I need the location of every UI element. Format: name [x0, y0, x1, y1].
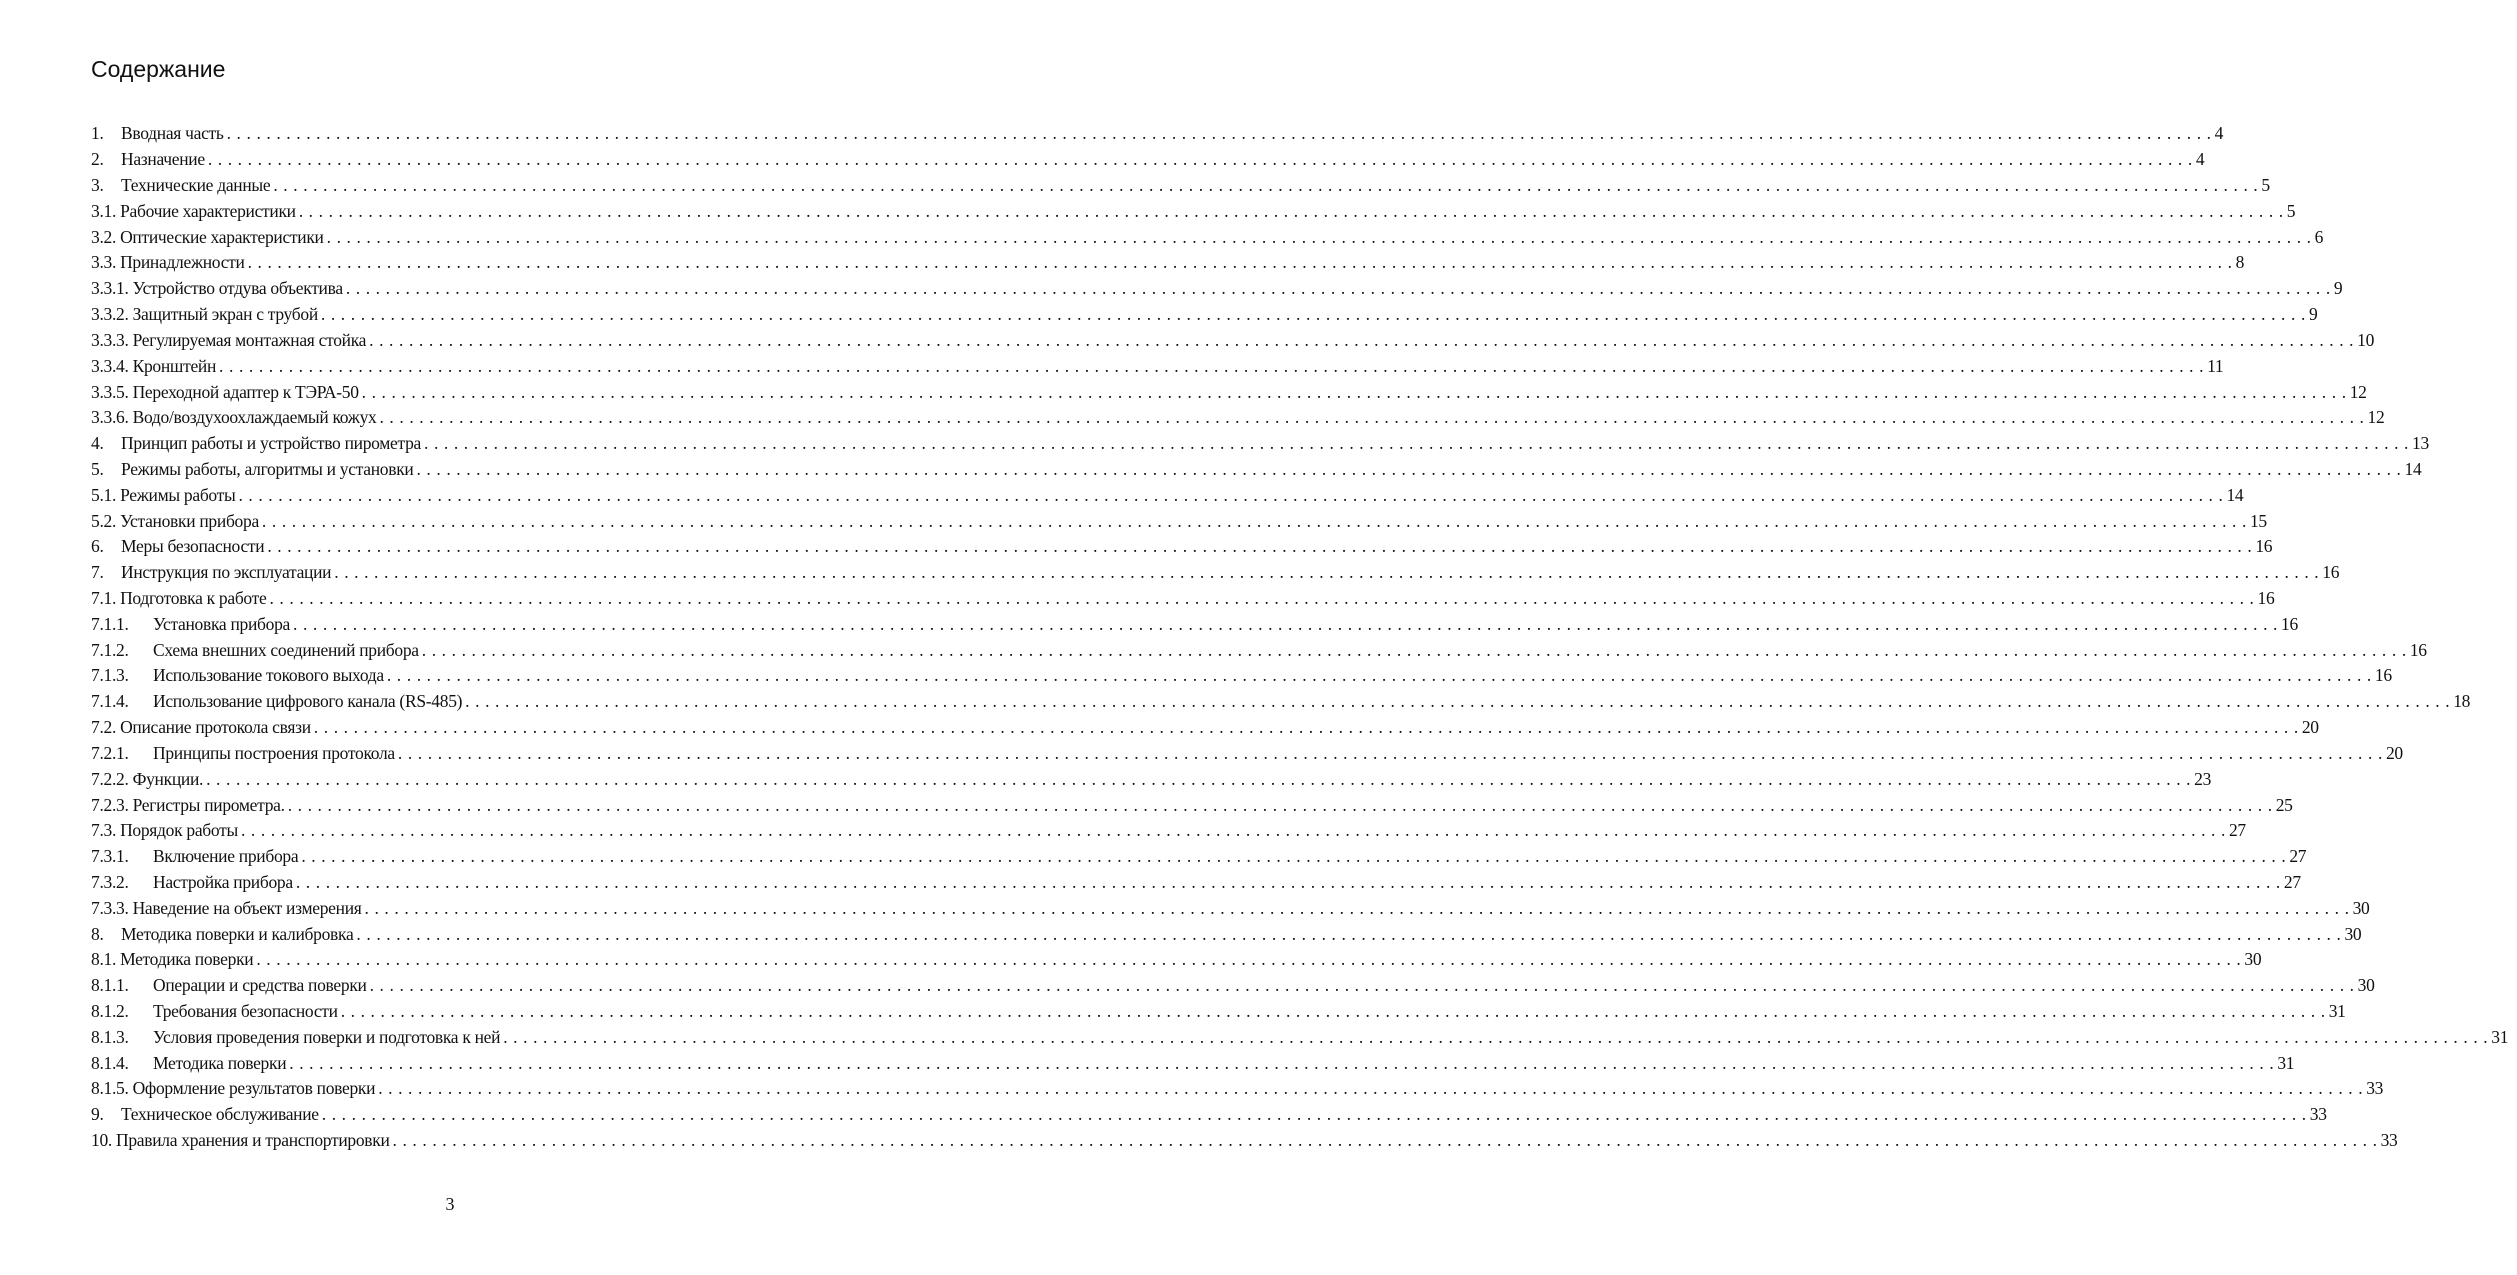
toc-entry-number: 7.1.3. — [91, 665, 129, 686]
toc-entry-title: Режимы работы, алгоритмы и установки — [121, 458, 414, 479]
toc-entry-page: 14 — [2404, 458, 2422, 479]
toc-entry-title: Технические данные — [121, 175, 271, 196]
toc-entry — [91, 895, 2370, 921]
toc-entry-number: 3.2. — [91, 226, 117, 247]
toc-entry-page: 31 — [2491, 1026, 2509, 1047]
toc-entry — [91, 198, 2296, 224]
dot-leader: . . . . . . . . . . . . . . . . . . . . . . . . . . . . . . . . . . . . . . . . . . . . . . . . . . . . . . . . . . . . . . . . . . . . . . . . . . . . . . . . . . . . . . . . . . . . . . . . . . . . . . . . . . . . . . . . . . . . . . . . . . . . . . . . . . . . . . . . . . . . . . . . . . . . . . . . . . . . . . . . . . . . . . . . . . . . . . . . . . . . . . . . . . . . . . . . . . . . . . . . — [267, 536, 2253, 557]
toc-entry — [91, 611, 2298, 637]
toc-entry-page: 14 — [2226, 484, 2244, 505]
dot-leader: . . . . . . . . . . . . . . . . . . . . . . . . . . . . . . . . . . . . . . . . . . . . . . . . . . . . . . . . . . . . . . . . . . . . . . . . . . . . . . . . . . . . . . . . . . . . . . . . . . . . . . . . . . . . . . . . . . . . . . . . . . . . . . . . . . . . . . . . . . . . . . . . . . . . . . . . . . . . . . . . . . . . . . . . . . . . . . . . . . . . . . . . . . . . . . . . . . . . . . . . — [369, 975, 2355, 996]
toc-entry-page: 27 — [2283, 871, 2301, 892]
dot-leader: . . . . . . . . . . . . . . . . . . . . . . . . . . . . . . . . . . . . . . . . . . . . . . . . . . . . . . . . . . . . . . . . . . . . . . . . . . . . . . . . . . . . . . . . . . . . . . . . . . . . . . . . . . . . . . . . . . . . . . . . . . . . . . . . . . . . . . . . . . . . . . . . . . . . . . . . . . . . . . . . . . . . . . . . . . . . . . . . . . . . . . . . . . . . . . . . . . . . . . . . — [397, 742, 2383, 763]
toc-entry — [91, 302, 2318, 328]
dot-leader: . . . . . . . . . . . . . . . . . . . . . . . . . . . . . . . . . . . . . . . . . . . . . . . . . . . . . . . . . . . . . . . . . . . . . . . . . . . . . . . . . . . . . . . . . . . . . . . . . . . . . . . . . . . . . . . . . . . . . . . . . . . . . . . . . . . . . . . . . . . . . . . . . . . . . . . . . . . . . . . . . . . . . . . . . . . . . . . . . . . . . . . . . . . . . . . . . . . . . . . . — [293, 613, 2279, 634]
dot-leader: . . . . . . . . . . . . . . . . . . . . . . . . . . . . . . . . . . . . . . . . . . . . . . . . . . . . . . . . . . . . . . . . . . . . . . . . . . . . . . . . . . . . . . . . . . . . . . . . . . . . . . . . . . . . . . . . . . . . . . . . . . . . . . . . . . . . . . . . . . . . . . . . . . . . . . . . . . . . . . . . . . . . . . . . . . . . . . . . . . . . . . . . . . . . . . . . . . . . . . . . — [289, 1052, 2275, 1073]
toc-entry-title: Требования безопасности — [153, 1001, 338, 1022]
toc-entry-number: 3.1. — [91, 200, 117, 221]
dot-leader: . . . . . . . . . . . . . . . . . . . . . . . . . . . . . . . . . . . . . . . . . . . . . . . . . . . . . . . . . . . . . . . . . . . . . . . . . . . . . . . . . . . . . . . . . . . . . . . . . . . . . . . . . . . . . . . . . . . . . . . . . . . . . . . . . . . . . . . . . . . . . . . . . . . . . . . . . . . . . . . . . . . . . . . . . . . . . . . . . . . . . . . . . . . . . . . . . . . . . . . . — [321, 1104, 2307, 1125]
toc-entry-number: 3.3.2. — [91, 304, 129, 325]
toc-entry — [91, 173, 2270, 199]
toc-entry-page: 16 — [2255, 536, 2273, 557]
toc-entry-page: 9 — [2308, 304, 2318, 325]
toc-entry-number: 9. — [91, 1104, 104, 1125]
toc-entry-title: Описание протокола связи — [120, 717, 311, 738]
dot-leader: . . . . . . . . . . . . . . . . . . . . . . . . . . . . . . . . . . . . . . . . . . . . . . . . . . . . . . . . . . . . . . . . . . . . . . . . . . . . . . . . . . . . . . . . . . . . . . . . . . . . . . . . . . . . . . . . . . . . . . . . . . . . . . . . . . . . . . . . . . . . . . . . . . . . . . . . . . . . . . . . . . . . . . . . . . . . . . . . . . . . . . . . . . . . . . . . . . . . . . . . — [219, 355, 2205, 376]
dot-leader: . . . . . . . . . . . . . . . . . . . . . . . . . . . . . . . . . . . . . . . . . . . . . . . . . . . . . . . . . . . . . . . . . . . . . . . . . . . . . . . . . . . . . . . . . . . . . . . . . . . . . . . . . . . . . . . . . . . . . . . . . . . . . . . . . . . . . . . . . . . . . . . . . . . . . . . . . . . . . . . . . . . . . . . . . . . . . . . . . . . . . . . . . . . . . . . . . . . . . . . . — [298, 200, 2284, 221]
toc-entry — [91, 1102, 2327, 1128]
toc-entry-number: 7. — [91, 562, 104, 583]
toc-entry-number: 7.1. — [91, 588, 117, 609]
dot-leader: . . . . . . . . . . . . . . . . . . . . . . . . . . . . . . . . . . . . . . . . . . . . . . . . . . . . . . . . . . . . . . . . . . . . . . . . . . . . . . . . . . . . . . . . . . . . . . . . . . . . . . . . . . . . . . . . . . . . . . . . . . . . . . . . . . . . . . . . . . . . . . . . . . . . . . . . . . . . . . . . . . . . . . . . . . . . . . . . . . . . . . . . . . . . . . . . . . . . . . . . — [361, 381, 2347, 402]
toc-entry-title: Установка прибора — [153, 613, 290, 634]
dot-leader: . . . . . . . . . . . . . . . . . . . . . . . . . . . . . . . . . . . . . . . . . . . . . . . . . . . . . . . . . . . . . . . . . . . . . . . . . . . . . . . . . . . . . . . . . . . . . . . . . . . . . . . . . . . . . . . . . . . . . . . . . . . . . . . . . . . . . . . . . . . . . . . . . . . . . . . . . . . . . . . . . . . . . . . . . . . . . . . . . . . . . . . . . . . . . . . . . . . . . . . . — [269, 588, 2255, 609]
page-number: 3 — [445, 1194, 455, 1214]
toc-entry-page: 31 — [2328, 1001, 2346, 1022]
toc-entry-page: 16 — [2281, 613, 2298, 634]
toc-entry — [91, 328, 2375, 354]
toc-entry-page: 30 — [2352, 897, 2370, 918]
toc-entry — [91, 921, 2362, 947]
dot-leader: . . . . . . . . . . . . . . . . . . . . . . . . . . . . . . . . . . . . . . . . . . . . . . . . . . . . . . . . . . . . . . . . . . . . . . . . . . . . . . . . . . . . . . . . . . . . . . . . . . . . . . . . . . . . . . . . . . . . . . . . . . . . . . . . . . . . . . . . . . . . . . . . . . . . . . . . . . . . . . . . . . . . . . . . . . . . . . . . . . . . . . . . . . . . . . . . . . . . . . . . — [295, 871, 2281, 892]
toc-entry — [91, 818, 2246, 844]
toc-entry-number: 3.3.4. — [91, 355, 129, 376]
toc-entry — [91, 1076, 2384, 1102]
toc-entry — [91, 586, 2275, 612]
dot-leader: . . . . . . . . . . . . . . . . . . . . . . . . . . . . . . . . . . . . . . . . . . . . . . . . . . . . . . . . . . . . . . . . . . . . . . . . . . . . . . . . . . . . . . . . . . . . . . . . . . . . . . . . . . . . . . . . . . . . . . . . . . . . . . . . . . . . . . . . . . . . . . . . . . . . . . . . . . . . . . . . . . . . . . . . . . . . . . . . . . . . . . . . . . . . . . . . . . . . . . . . — [421, 639, 2407, 660]
toc-entry-page: 25 — [2275, 794, 2293, 815]
toc-entry-number: 7.3.2. — [91, 871, 129, 892]
toc-entry — [91, 870, 2301, 896]
toc-entry-title: Оформление результатов поверки — [132, 1078, 376, 1099]
dot-leader: . . . . . . . . . . . . . . . . . . . . . . . . . . . . . . . . . . . . . . . . . . . . . . . . . . . . . . . . . . . . . . . . . . . . . . . . . . . . . . . . . . . . . . . . . . . . . . . . . . . . . . . . . . . . . . . . . . . . . . . . . . . . . . . . . . . . . . . . . . . . . . . . . . . . . . . . . . . . . . . . . . . . . . . . . . . . . . . . . . . . . . . . . . . . . . . . . . . . . . . . — [287, 794, 2273, 815]
toc-entry-number: 7.3. — [91, 820, 117, 841]
toc-entry-title: Регулируемая монтажная стойка — [132, 329, 367, 350]
dot-leader: . . . . . . . . . . . . . . . . . . . . . . . . . . . . . . . . . . . . . . . . . . . . . . . . . . . . . . . . . . . . . . . . . . . . . . . . . . . . . . . . . . . . . . . . . . . . . . . . . . . . . . . . . . . . . . . . . . . . . . . . . . . . . . . . . . . . . . . . . . . . . . . . . . . . . . . . . . . . . . . . . . . . . . . . . . . . . . . . . . . . . . . . . . . . . . . . . . . . . . . . — [379, 407, 2365, 428]
toc-entry-title: Настройка прибора — [153, 871, 293, 892]
toc-entry-page: 30 — [2344, 923, 2362, 944]
toc-entry-title: Назначение — [121, 149, 205, 170]
toc-entry — [91, 431, 2429, 457]
toc-entry-title: Переходной адаптер к ТЭРА-50 — [132, 381, 359, 402]
toc-entry-title: Подготовка к работе — [120, 588, 267, 609]
toc-entry-title: Защитный экран с трубой — [132, 304, 318, 325]
dot-leader: . . . . . . . . . . . . . . . . . . . . . . . . . . . . . . . . . . . . . . . . . . . . . . . . . . . . . . . . . . . . . . . . . . . . . . . . . . . . . . . . . . . . . . . . . . . . . . . . . . . . . . . . . . . . . . . . . . . . . . . . . . . . . . . . . . . . . . . . . . . . . . . . . . . . . . . . . . . . . . . . . . . . . . . . . . . . . . . . . . . . . . . . . . . . . . . . . . . . . . . . — [301, 846, 2287, 867]
toc-entry-number: 8.1.5. — [91, 1078, 129, 1099]
dot-leader: . . . . . . . . . . . . . . . . . . . . . . . . . . . . . . . . . . . . . . . . . . . . . . . . . . . . . . . . . . . . . . . . . . . . . . . . . . . . . . . . . . . . . . . . . . . . . . . . . . . . . . . . . . . . . . . . . . . . . . . . . . . . . . . . . . . . . . . . . . . . . . . . . . . . . . . . . . . . . . . . . . . . . . . . . . . . . . . . . . . . . . . . . . . . . . . . . . . . . . . . — [392, 1130, 2378, 1151]
toc-entry — [91, 1128, 2398, 1154]
toc-entry-page: 8 — [2235, 252, 2245, 273]
toc-entry-title: Использование цифрового канала (RS-485) — [153, 691, 463, 712]
toc-entry-number: 1. — [91, 123, 104, 144]
toc-entry-number: 5.1. — [91, 484, 117, 505]
toc-entry — [91, 353, 2224, 379]
toc-entry-number: 10. — [91, 1130, 112, 1151]
toc-entry-title: Устройство отдува объектива — [132, 278, 343, 299]
toc-entry — [91, 1050, 2295, 1076]
toc-entry-number: 3.3. — [91, 252, 117, 273]
toc-entry-number: 3. — [91, 175, 104, 196]
toc-entry-title: Техническое обслуживание — [121, 1104, 319, 1125]
toc-entry-title: Меры безопасности — [121, 536, 265, 557]
toc-entry-number: 8.1.4. — [91, 1052, 129, 1073]
toc-entry-number: 8. — [91, 923, 104, 944]
dot-leader: . . . . . . . . . . . . . . . . . . . . . . . . . . . . . . . . . . . . . . . . . . . . . . . . . . . . . . . . . . . . . . . . . . . . . . . . . . . . . . . . . . . . . . . . . . . . . . . . . . . . . . . . . . . . . . . . . . . . . . . . . . . . . . . . . . . . . . . . . . . . . . . . . . . . . . . . . . . . . . . . . . . . . . . . . . . . . . . . . . . . . . . . . . . . . . . . . . . . . . . . — [378, 1078, 2364, 1099]
toc-entry — [91, 766, 2212, 792]
toc-entry-title: Методика поверки — [120, 949, 254, 970]
toc-entry — [91, 663, 2392, 689]
toc-entry-page: 9 — [2333, 278, 2343, 299]
toc-entry-page: 5 — [2286, 200, 2296, 221]
toc-entry-title: Включение прибора — [153, 846, 299, 867]
toc-entry-page: 23 — [2194, 768, 2212, 789]
toc-entry-title: Рабочие характеристики — [120, 200, 296, 221]
toc-entry-number: 7.2. — [91, 717, 117, 738]
dot-leader: . . . . . . . . . . . . . . . . . . . . . . . . . . . . . . . . . . . . . . . . . . . . . . . . . . . . . . . . . . . . . . . . . . . . . . . . . . . . . . . . . . . . . . . . . . . . . . . . . . . . . . . . . . . . . . . . . . . . . . . . . . . . . . . . . . . . . . . . . . . . . . . . . . . . . . . . . . . . . . . . . . . . . . . . . . . . . . . . . . . . . . . . . . . . . . . . . . . . . . . . — [334, 562, 2320, 583]
toc-entry — [91, 741, 2403, 767]
dot-leader: . . . . . . . . . . . . . . . . . . . . . . . . . . . . . . . . . . . . . . . . . . . . . . . . . . . . . . . . . . . . . . . . . . . . . . . . . . . . . . . . . . . . . . . . . . . . . . . . . . . . . . . . . . . . . . . . . . . . . . . . . . . . . . . . . . . . . . . . . . . . . . . . . . . . . . . . . . . . . . . . . . . . . . . . . . . . . . . . . . . . . . . . . . . . . . . . . . . . . . . . — [256, 949, 2242, 970]
toc-entry-number: 8.1.3. — [91, 1026, 129, 1047]
dot-leader: . . . . . . . . . . . . . . . . . . . . . . . . . . . . . . . . . . . . . . . . . . . . . . . . . . . . . . . . . . . . . . . . . . . . . . . . . . . . . . . . . . . . . . . . . . . . . . . . . . . . . . . . . . . . . . . . . . . . . . . . . . . . . . . . . . . . . . . . . . . . . . . . . . . . . . . . . . . . . . . . . . . . . . . . . . . . . . . . . . . . . . . . . . . . . . . . . . . . . . . . — [386, 665, 2372, 686]
toc-entry — [91, 457, 2422, 483]
toc-entry-page: 16 — [2409, 639, 2427, 660]
dot-leader: . . . . . . . . . . . . . . . . . . . . . . . . . . . . . . . . . . . . . . . . . . . . . . . . . . . . . . . . . . . . . . . . . . . . . . . . . . . . . . . . . . . . . . . . . . . . . . . . . . . . . . . . . . . . . . . . . . . . . . . . . . . . . . . . . . . . . . . . . . . . . . . . . . . . . . . . . . . . . . . . . . . . . . . . . . . . . . . . . . . . . . . . . . . . . . . . . . . . . . . . — [340, 1001, 2326, 1022]
dot-leader: . . . . . . . . . . . . . . . . . . . . . . . . . . . . . . . . . . . . . . . . . . . . . . . . . . . . . . . . . . . . . . . . . . . . . . . . . . . . . . . . . . . . . . . . . . . . . . . . . . . . . . . . . . . . . . . . . . . . . . . . . . . . . . . . . . . . . . . . . . . . . . . . . . . . . . . . . . . . . . . . . . . . . . . . . . . . . . . . . . . . . . . . . . . . . . . . . . . . . . . . — [416, 458, 2402, 479]
toc-entry-number: 3.3.5. — [91, 381, 129, 402]
toc-entry-title: Инструкция по эксплуатации — [121, 562, 332, 583]
toc-entry-page: 20 — [2385, 742, 2403, 763]
toc-entry-number: 7.1.1. — [91, 613, 129, 634]
toc-entry — [91, 560, 2340, 586]
toc-entry-page: 11 — [2207, 355, 2224, 376]
toc-entry-number: 3.3.1. — [91, 278, 129, 299]
dot-leader: . . . . . . . . . . . . . . . . . . . . . . . . . . . . . . . . . . . . . . . . . . . . . . . . . . . . . . . . . . . . . . . . . . . . . . . . . . . . . . . . . . . . . . . . . . . . . . . . . . . . . . . . . . . . . . . . . . . . . . . . . . . . . . . . . . . . . . . . . . . . . . . . . . . . . . . . . . . . . . . . . . . . . . . . . . . . . . . . . . . . . . . . . . . . . . . . . . . . . . . . — [273, 175, 2259, 196]
toc-entry-title: Функции. — [132, 768, 204, 789]
toc-heading: Содержание — [91, 56, 226, 82]
toc-entry-page: 30 — [2357, 975, 2375, 996]
toc-entry-page: 13 — [2412, 433, 2429, 454]
toc-entry-page: 27 — [2228, 820, 2246, 841]
toc-entry-page: 33 — [2380, 1130, 2398, 1151]
toc-entry-number: 2. — [91, 149, 104, 170]
toc-entry-title: Методика поверки — [153, 1052, 287, 1073]
toc-entry — [91, 121, 2224, 147]
toc-entry-title: Операции и средства поверки — [153, 975, 367, 996]
dot-leader: . . . . . . . . . . . . . . . . . . . . . . . . . . . . . . . . . . . . . . . . . . . . . . . . . . . . . . . . . . . . . . . . . . . . . . . . . . . . . . . . . . . . . . . . . . . . . . . . . . . . . . . . . . . . . . . . . . . . . . . . . . . . . . . . . . . . . . . . . . . . . . . . . . . . . . . . . . . . . . . . . . . . . . . . . . . . . . . . . . . . . . . . . . . . . . . . . . . . . . . . — [238, 484, 2224, 505]
toc-entry-title: Оптические характеристики — [120, 226, 324, 247]
toc-entry-number: 7.1.2. — [91, 639, 129, 660]
toc-entry — [91, 637, 2427, 663]
toc-entry-page: 18 — [2453, 691, 2471, 712]
toc-entry-number: 7.1.4. — [91, 691, 129, 712]
toc-entry-number: 5.2. — [91, 510, 117, 531]
toc-entry — [91, 405, 2385, 431]
toc-entry-title: Установки прибора — [120, 510, 259, 531]
toc-entry-title: Вводная часть — [121, 123, 224, 144]
toc-entry-page: 4 — [2214, 123, 2224, 144]
toc-entry-page: 6 — [2314, 226, 2324, 247]
toc-entry-title: Кронштейн — [132, 355, 217, 376]
toc-entry-title: Наведение на объект измерения — [132, 897, 362, 918]
toc-entry-page: 12 — [2367, 407, 2385, 428]
toc-entry — [91, 1024, 2509, 1050]
toc-entry-page: 16 — [2374, 665, 2392, 686]
table-of-contents — [91, 121, 2509, 1154]
toc-entry — [91, 276, 2343, 302]
dot-leader: . . . . . . . . . . . . . . . . . . . . . . . . . . . . . . . . . . . . . . . . . . . . . . . . . . . . . . . . . . . . . . . . . . . . . . . . . . . . . . . . . . . . . . . . . . . . . . . . . . . . . . . . . . . . . . . . . . . . . . . . . . . . . . . . . . . . . . . . . . . . . . . . . . . . . . . . . . . . . . . . . . . . . . . . . . . . . . . . . . . . . . . . . . . . . . . . . . . . . . . . — [226, 123, 2212, 144]
toc-entry-number: 5. — [91, 458, 104, 479]
toc-entry-title: Принципы построения протокола — [153, 742, 395, 763]
toc-entry-title: Водо/воздухоохлаждаемый кожух — [132, 407, 377, 428]
toc-entry-title: Принцип работы и устройство пирометра — [121, 433, 421, 454]
toc-entry-title: Правила хранения и транспортировки — [115, 1130, 390, 1151]
toc-entry-page: 33 — [2366, 1078, 2384, 1099]
toc-entry-number: 8.1. — [91, 949, 117, 970]
dot-leader: . . . . . . . . . . . . . . . . . . . . . . . . . . . . . . . . . . . . . . . . . . . . . . . . . . . . . . . . . . . . . . . . . . . . . . . . . . . . . . . . . . . . . . . . . . . . . . . . . . . . . . . . . . . . . . . . . . . . . . . . . . . . . . . . . . . . . . . . . . . . . . . . . . . . . . . . . . . . . . . . . . . . . . . . . . . . . . . . . . . . . . . . . . . . . . . . . . . . . . . . — [326, 226, 2312, 247]
toc-entry-number: 7.2.3. — [91, 794, 129, 815]
toc-entry-page: 33 — [2309, 1104, 2327, 1125]
toc-entry-title: Принадлежности — [120, 252, 245, 273]
toc-entry — [91, 715, 2319, 741]
toc-entry-number: 8.1.1. — [91, 975, 129, 996]
dot-leader: . . . . . . . . . . . . . . . . . . . . . . . . . . . . . . . . . . . . . . . . . . . . . . . . . . . . . . . . . . . . . . . . . . . . . . . . . . . . . . . . . . . . . . . . . . . . . . . . . . . . . . . . . . . . . . . . . . . . . . . . . . . . . . . . . . . . . . . . . . . . . . . . . . . . . . . . . . . . . . . . . . . . . . . . . . . . . . . . . . . . . . . . . . . . . . . . . . . . . . . . — [261, 510, 2247, 531]
toc-entry — [91, 844, 2307, 870]
toc-entry-page: 4 — [2195, 149, 2205, 170]
dot-leader: . . . . . . . . . . . . . . . . . . . . . . . . . . . . . . . . . . . . . . . . . . . . . . . . . . . . . . . . . . . . . . . . . . . . . . . . . . . . . . . . . . . . . . . . . . . . . . . . . . . . . . . . . . . . . . . . . . . . . . . . . . . . . . . . . . . . . . . . . . . . . . . . . . . . . . . . . . . . . . . . . . . . . . . . . . . . . . . . . . . . . . . . . . . . . . . . . . . . . . . . — [364, 897, 2350, 918]
toc-entry — [91, 224, 2324, 250]
toc-entry-number: 7.2.1. — [91, 742, 129, 763]
toc-entry — [91, 508, 2267, 534]
toc-entry-title: Методика поверки и калибровка — [121, 923, 354, 944]
dot-leader: . . . . . . . . . . . . . . . . . . . . . . . . . . . . . . . . . . . . . . . . . . . . . . . . . . . . . . . . . . . . . . . . . . . . . . . . . . . . . . . . . . . . . . . . . . . . . . . . . . . . . . . . . . . . . . . . . . . . . . . . . . . . . . . . . . . . . . . . . . . . . . . . . . . . . . . . . . . . . . . . . . . . . . . . . . . . . . . . . . . . . . . . . . . . . . . . . . . . . . . . — [247, 252, 2233, 273]
toc-entry — [91, 999, 2346, 1025]
toc-entry — [91, 250, 2245, 276]
dot-leader: . . . . . . . . . . . . . . . . . . . . . . . . . . . . . . . . . . . . . . . . . . . . . . . . . . . . . . . . . . . . . . . . . . . . . . . . . . . . . . . . . . . . . . . . . . . . . . . . . . . . . . . . . . . . . . . . . . . . . . . . . . . . . . . . . . . . . . . . . . . . . . . . . . . . . . . . . . . . . . . . . . . . . . . . . . . . . . . . . . . . . . . . . . . . . . . . . . . . . . . . — [313, 717, 2299, 738]
toc-entry-title: Схема внешних соединений прибора — [153, 639, 419, 660]
toc-entry-page: 31 — [2277, 1052, 2295, 1073]
dot-leader: . . . . . . . . . . . . . . . . . . . . . . . . . . . . . . . . . . . . . . . . . . . . . . . . . . . . . . . . . . . . . . . . . . . . . . . . . . . . . . . . . . . . . . . . . . . . . . . . . . . . . . . . . . . . . . . . . . . . . . . . . . . . . . . . . . . . . . . . . . . . . . . . . . . . . . . . . . . . . . . . . . . . . . . . . . . . . . . . . . . . . . . . . . . . . . . . . . . . . . . . — [320, 304, 2306, 325]
dot-leader: . . . . . . . . . . . . . . . . . . . . . . . . . . . . . . . . . . . . . . . . . . . . . . . . . . . . . . . . . . . . . . . . . . . . . . . . . . . . . . . . . . . . . . . . . . . . . . . . . . . . . . . . . . . . . . . . . . . . . . . . . . . . . . . . . . . . . . . . . . . . . . . . . . . . . . . . . . . . . . . . . . . . . . . . . . . . . . . . . . . . . . . . . . . . . . . . . . . . . . . . — [356, 923, 2342, 944]
toc-entry-page: 30 — [2244, 949, 2262, 970]
toc-entry-title: Использование токового выхода — [153, 665, 384, 686]
toc-entry-page: 27 — [2289, 846, 2307, 867]
toc-entry-number: 7.3.1. — [91, 846, 129, 867]
dot-leader: . . . . . . . . . . . . . . . . . . . . . . . . . . . . . . . . . . . . . . . . . . . . . . . . . . . . . . . . . . . . . . . . . . . . . . . . . . . . . . . . . . . . . . . . . . . . . . . . . . . . . . . . . . . . . . . . . . . . . . . . . . . . . . . . . . . . . . . . . . . . . . . . . . . . . . . . . . . . . . . . . . . . . . . . . . . . . . . . . . . . . . . . . . . . . . . . . . . . . . . . — [206, 768, 2192, 789]
toc-entry — [91, 147, 2205, 173]
dot-leader: . . . . . . . . . . . . . . . . . . . . . . . . . . . . . . . . . . . . . . . . . . . . . . . . . . . . . . . . . . . . . . . . . . . . . . . . . . . . . . . . . . . . . . . . . . . . . . . . . . . . . . . . . . . . . . . . . . . . . . . . . . . . . . . . . . . . . . . . . . . . . . . . . . . . . . . . . . . . . . . . . . . . . . . . . . . . . . . . . . . . . . . . . . . . . . . . . . . . . . . . — [503, 1026, 2489, 1047]
toc-entry-page: 15 — [2249, 510, 2267, 531]
toc-entry-page: 20 — [2301, 717, 2319, 738]
toc-entry — [91, 973, 2375, 999]
dot-leader: . . . . . . . . . . . . . . . . . . . . . . . . . . . . . . . . . . . . . . . . . . . . . . . . . . . . . . . . . . . . . . . . . . . . . . . . . . . . . . . . . . . . . . . . . . . . . . . . . . . . . . . . . . . . . . . . . . . . . . . . . . . . . . . . . . . . . . . . . . . . . . . . . . . . . . . . . . . . . . . . . . . . . . . . . . . . . . . . . . . . . . . . . . . . . . . . . . . . . . . . — [424, 433, 2410, 454]
toc-entry-page: 5 — [2261, 175, 2270, 196]
dot-leader: . . . . . . . . . . . . . . . . . . . . . . . . . . . . . . . . . . . . . . . . . . . . . . . . . . . . . . . . . . . . . . . . . . . . . . . . . . . . . . . . . . . . . . . . . . . . . . . . . . . . . . . . . . . . . . . . . . . . . . . . . . . . . . . . . . . . . . . . . . . . . . . . . . . . . . . . . . . . . . . . . . . . . . . . . . . . . . . . . . . . . . . . . . . . . . . . . . . . . . . . — [465, 691, 2451, 712]
dot-leader: . . . . . . . . . . . . . . . . . . . . . . . . . . . . . . . . . . . . . . . . . . . . . . . . . . . . . . . . . . . . . . . . . . . . . . . . . . . . . . . . . . . . . . . . . . . . . . . . . . . . . . . . . . . . . . . . . . . . . . . . . . . . . . . . . . . . . . . . . . . . . . . . . . . . . . . . . . . . . . . . . . . . . . . . . . . . . . . . . . . . . . . . . . . . . . . . . . . . . . . . — [207, 149, 2193, 170]
toc-entry-number: 4. — [91, 433, 104, 454]
dot-leader: . . . . . . . . . . . . . . . . . . . . . . . . . . . . . . . . . . . . . . . . . . . . . . . . . . . . . . . . . . . . . . . . . . . . . . . . . . . . . . . . . . . . . . . . . . . . . . . . . . . . . . . . . . . . . . . . . . . . . . . . . . . . . . . . . . . . . . . . . . . . . . . . . . . . . . . . . . . . . . . . . . . . . . . . . . . . . . . . . . . . . . . . . . . . . . . . . . . . . . . . — [345, 278, 2331, 299]
toc-entry-title: Регистры пирометра. — [132, 794, 285, 815]
toc-entry-title: Условия проведения поверки и подготовка к ней — [153, 1026, 501, 1047]
toc-entry-page: 16 — [2322, 562, 2340, 583]
toc-entry-number: 6. — [91, 536, 104, 557]
toc-entry-title: Порядок работы — [120, 820, 238, 841]
toc-entry-page: 10 — [2357, 329, 2375, 350]
dot-leader: . . . . . . . . . . . . . . . . . . . . . . . . . . . . . . . . . . . . . . . . . . . . . . . . . . . . . . . . . . . . . . . . . . . . . . . . . . . . . . . . . . . . . . . . . . . . . . . . . . . . . . . . . . . . . . . . . . . . . . . . . . . . . . . . . . . . . . . . . . . . . . . . . . . . . . . . . . . . . . . . . . . . . . . . . . . . . . . . . . . . . . . . . . . . . . . . . . . . . . . . — [240, 820, 2226, 841]
toc-entry — [91, 689, 2471, 715]
toc-entry — [91, 947, 2262, 973]
toc-entry — [91, 379, 2367, 405]
toc-entry — [91, 792, 2293, 818]
dot-leader: . . . . . . . . . . . . . . . . . . . . . . . . . . . . . . . . . . . . . . . . . . . . . . . . . . . . . . . . . . . . . . . . . . . . . . . . . . . . . . . . . . . . . . . . . . . . . . . . . . . . . . . . . . . . . . . . . . . . . . . . . . . . . . . . . . . . . . . . . . . . . . . . . . . . . . . . . . . . . . . . . . . . . . . . . . . . . . . . . . . . . . . . . . . . . . . . . . . . . . . . — [369, 329, 2355, 350]
toc-entry-number: 7.3.3. — [91, 897, 129, 918]
toc-entry — [91, 534, 2273, 560]
toc-entry-page: 12 — [2349, 381, 2367, 402]
toc-entry-title: Режимы работы — [120, 484, 236, 505]
toc-entry-number: 3.3.3. — [91, 329, 129, 350]
toc-entry-number: 3.3.6. — [91, 407, 129, 428]
toc-entry-number: 8.1.2. — [91, 1001, 129, 1022]
toc-entry-page: 16 — [2257, 588, 2275, 609]
toc-entry-number: 7.2.2. — [91, 768, 129, 789]
toc-entry — [91, 482, 2244, 508]
